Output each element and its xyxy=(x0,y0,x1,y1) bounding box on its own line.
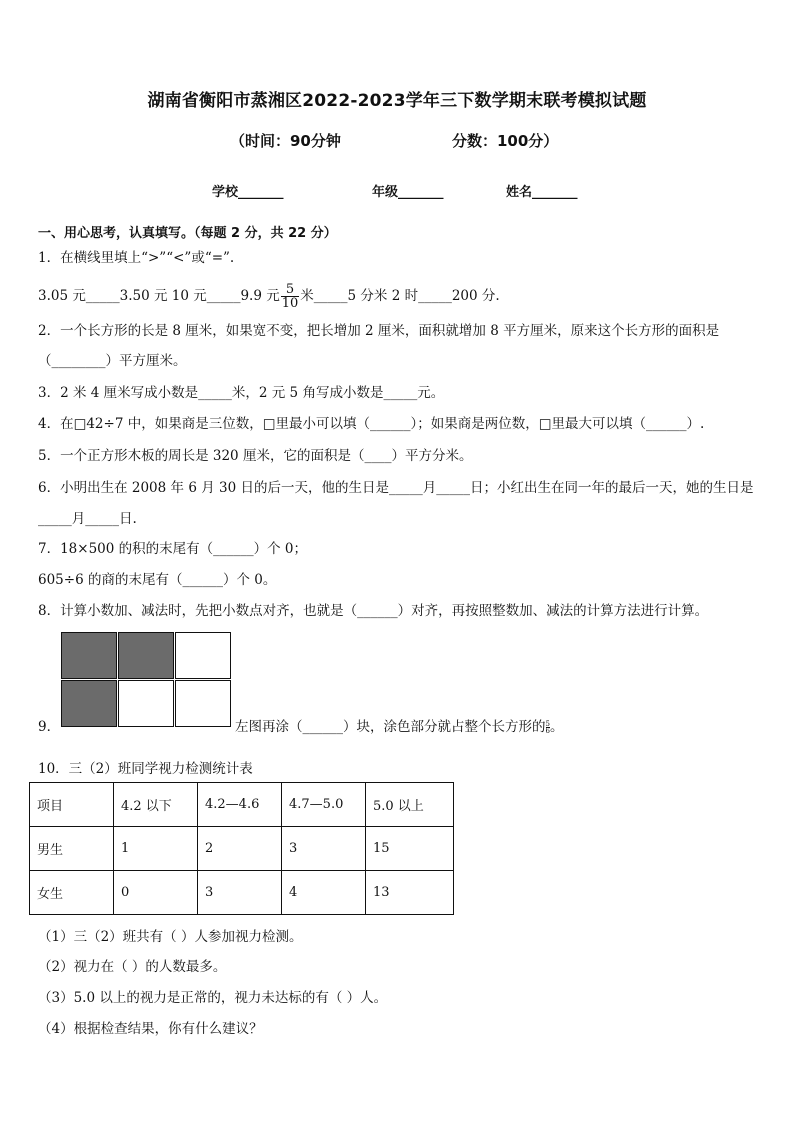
question-3: 3．2 米 4 厘米写成小数是_____米，2 元 5 角写成小数是_____元。 xyxy=(38,385,445,401)
question-9-body: 左图再涂（______）块，涂色部分就占整个长方形的 xyxy=(235,719,546,735)
question-2-line-1: 2．一个长方形的长是 8 厘米，如果宽不变，把长增加 2 厘米，面积就增加 8 平方厘米，原来这个长方形的面积是 xyxy=(38,323,720,339)
table-cell: 3 xyxy=(282,827,366,871)
question-10-sub-4: （4）根据检查结果，你有什么建议？ xyxy=(38,1021,263,1037)
table-cell: 3 xyxy=(198,871,282,915)
school-field: 学校_______ xyxy=(212,185,284,200)
table-cell: 13 xyxy=(366,871,454,915)
fraction xyxy=(281,283,300,310)
table-cell: 2 xyxy=(198,827,282,871)
shaded-rectangle-figure xyxy=(61,632,232,728)
exam-time: （时间：90分钟 xyxy=(230,132,341,150)
table-row xyxy=(30,827,454,871)
table-cell: 男生 xyxy=(30,827,114,871)
question-7-line-2: 605÷6 的商的末尾有（______）个 0。 xyxy=(38,572,277,588)
table-cell: 0 xyxy=(114,871,198,915)
table-cell: 1 xyxy=(114,827,198,871)
grid-cell-shaded xyxy=(61,680,117,727)
table-header-cell: 5.0 以上 xyxy=(366,783,454,827)
question-9-text xyxy=(235,717,563,737)
table-header-cell: 4.7—5.0 xyxy=(282,783,366,827)
question-10-sub-3: （3）5.0 以上的视力是正常的，视力未达标的有（ ）人。 xyxy=(38,990,388,1006)
question-6-line-1: 6．小明出生在 2008 年 6 月 30 日的后一天，他的生日是_____月_____日；小红出生在同一年的最后一天，她的生日是 xyxy=(38,480,754,496)
table-header-row xyxy=(30,783,454,827)
table-header-cell: 4.2—4.6 xyxy=(198,783,282,827)
table-header-cell: 4.2 以下 xyxy=(114,783,198,827)
exam-score: 分数：100分） xyxy=(452,132,559,150)
name-field: 姓名_______ xyxy=(506,185,578,200)
question-9-end: 。 xyxy=(549,719,564,735)
question-8: 8．计算小数加、减法时，先把小数点对齐，也就是（______）对齐，再按照整数加、减法的计算方法进行计算。 xyxy=(38,603,709,619)
question-1-text: 1．在横线里填上“>”“<”或“=”. xyxy=(38,250,235,266)
question-1-part-b: 米_____5 分米 2 时_____200 分. xyxy=(300,288,500,304)
grid-cell xyxy=(175,680,231,727)
question-6-line-2: _____月_____日. xyxy=(38,511,137,527)
table-cell: 15 xyxy=(366,827,454,871)
fraction-denominator: 10 xyxy=(281,296,299,311)
table-row xyxy=(30,871,454,915)
question-10-title: 10．三（2）班同学视力检测统计表 xyxy=(38,761,253,777)
grid-cell xyxy=(175,632,231,679)
page-title: 湖南省衡阳市蒸湘区2022-2023学年三下数学期末联考模拟试题 xyxy=(147,91,647,111)
table-header-cell: 项目 xyxy=(30,783,114,827)
fraction-numerator: 5 xyxy=(281,283,300,297)
grid-cell-shaded xyxy=(61,632,117,679)
question-4: 4．在□42÷7 中，如果商是三位数，□里最小可以填（______）；如果商是两位数，□里最大可以填（______）. xyxy=(38,416,705,432)
section-heading: 一、用心思考，认真填写。（每题 2 分，共 22 分） xyxy=(38,226,337,241)
question-9-number: 9． xyxy=(38,719,61,735)
small-fraction-denominator: 6 xyxy=(545,727,550,735)
question-5: 5．一个正方形木板的周长是 320 厘米，它的面积是（____）平方分米。 xyxy=(38,448,473,464)
table-cell: 4 xyxy=(282,871,366,915)
small-fraction-numerator: 5 xyxy=(545,720,550,728)
vision-statistics-table xyxy=(29,782,454,915)
grade-field: 年级_______ xyxy=(372,185,444,200)
grid-cell xyxy=(118,680,174,727)
table-cell: 女生 xyxy=(30,871,114,915)
question-1-blanks xyxy=(38,283,500,310)
question-2-line-2: （________）平方厘米。 xyxy=(38,353,187,369)
question-10-sub-1: （1）三（2）班共有（ ）人参加视力检测。 xyxy=(38,929,303,945)
question-10-sub-2: （2）视力在（ ）的人数最多。 xyxy=(38,959,227,975)
grid-cell-shaded xyxy=(118,632,174,679)
question-7-line-1: 7．18×500 的积的末尾有（______）个 0； xyxy=(38,541,308,557)
question-1-part-a: 3.05 元_____3.50 元 10 元_____9.9 元 xyxy=(38,288,280,304)
